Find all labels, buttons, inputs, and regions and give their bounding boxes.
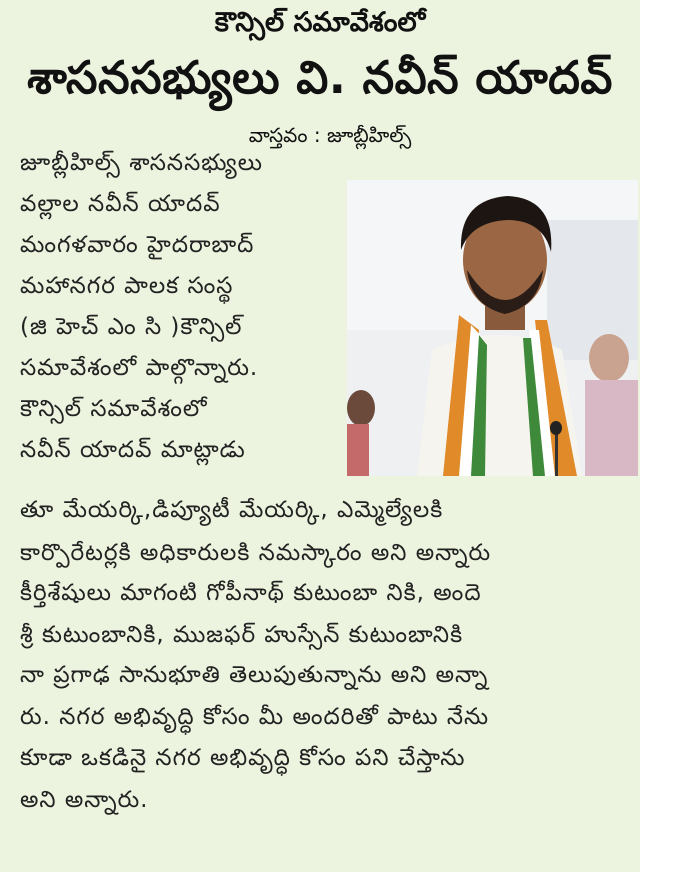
body-line: మంగళవారం హైదరాబాద్ <box>20 232 255 258</box>
body-line: నవీన్ యాదవ్ మాట్లాడు <box>20 437 246 463</box>
headline: శాసనసభ్యులు వి. నవీన్ యాదవ్ <box>27 51 613 104</box>
body-line: సమావేశంలో పాల్గొన్నారు. <box>20 355 259 381</box>
legislator-photo <box>347 180 638 476</box>
dateline: వాస్తవం : జూబ్లీహిల్స్ <box>248 123 412 147</box>
body-line: జూబ్లీహిల్స్ శాసనసభ్యులు <box>20 150 263 176</box>
body-line: శ్రీ కుటుంబానికి, ముజఫర్ హుస్సేన్ కుటుంబానికి <box>20 622 464 648</box>
body-line: రు. నగర అభివృద్ధి కోసం మీ అందరితో పాటు నేను <box>20 704 490 730</box>
body-line: కౌన్సిల్ సమావేశంలో <box>20 396 208 422</box>
body-line: (జి హెచ్ ఎం సి )కౌన్సిల్ <box>20 314 243 340</box>
body-line: తూ మేయర్కి,డిప్యూటీ మేయర్కి, ఎమ్మెల్యేలకి <box>20 497 444 523</box>
body-line: నా ప్రగాఢ సానుభూతి తెలుపుతున్నాను అని అన్నా <box>20 662 489 688</box>
body-line: కూడా ఒకడినై నగర అభివృద్ధి కోసం పని చేస్తాను <box>20 745 466 771</box>
body-line: వల్లాల నవీన్ యాదవ్ <box>20 191 221 217</box>
body-line: కీర్తిశేషులు మాగంటి గోపీనాథ్ కుటుంబా నికి, అందె <box>20 580 482 606</box>
body-line: కార్పొరేటర్లకి అధికారులకి నమస్కారం అని అన్నారు <box>20 540 492 566</box>
body-line: మహానగర పాలక సంస్థ <box>20 273 234 299</box>
kicker: కౌన్సిల్ సమావేశంలో <box>214 7 426 38</box>
body-line: అని అన్నారు. <box>20 787 149 813</box>
